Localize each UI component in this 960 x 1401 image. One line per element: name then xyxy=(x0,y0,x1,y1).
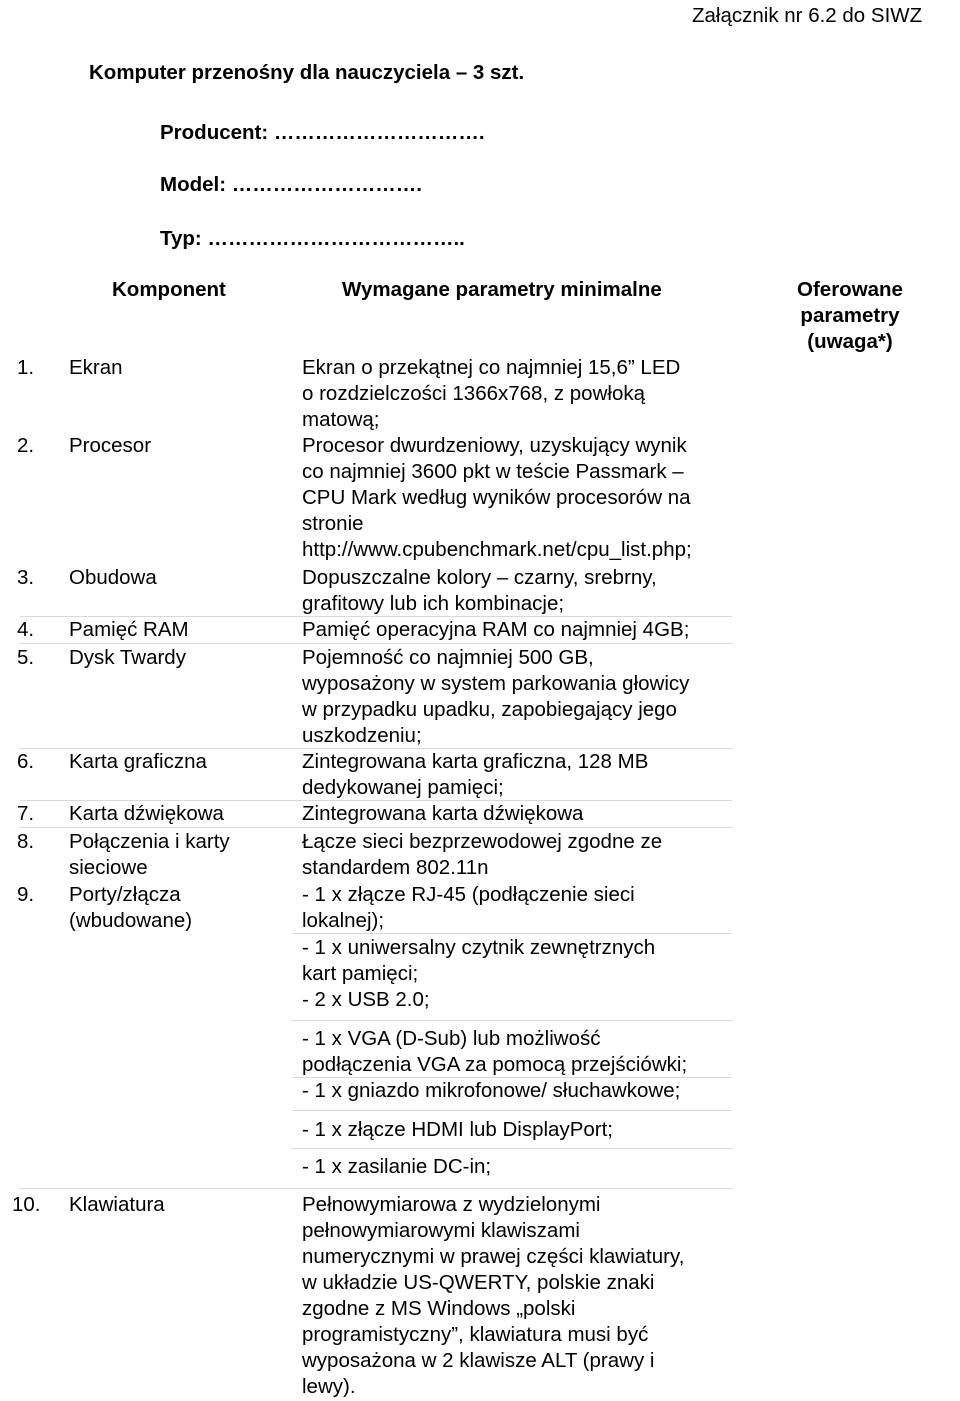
port-item xyxy=(302,1154,491,1180)
requirement-line: o rozdzielczości 1366x768, z powłoką xyxy=(302,382,645,405)
model-field xyxy=(160,172,422,198)
component-line: Procesor xyxy=(69,434,152,457)
port-line: - 1 x gniazdo mikrofonowe/ słuchawkowe; xyxy=(302,1079,681,1102)
header-offered xyxy=(790,277,910,355)
row-component xyxy=(69,355,123,381)
row-requirement xyxy=(302,1192,684,1400)
row-requirement xyxy=(302,617,689,643)
sub-divider xyxy=(292,1020,732,1021)
requirement-line: dedykowanej pamięci; xyxy=(302,776,504,799)
requirement-line: Dopuszczalne kolory – czarny, srebrny, xyxy=(302,566,657,589)
requirement-line: zgodne z MS Windows „polski xyxy=(302,1297,576,1320)
port-line: lokalnej); xyxy=(302,909,385,932)
requirement-line: Zintegrowana karta graficzna, 128 MB xyxy=(302,750,649,773)
row-component xyxy=(69,801,224,827)
port-item xyxy=(302,882,635,934)
row-component xyxy=(69,882,192,934)
requirement-line: w układzie US-QWERTY, polskie znaki xyxy=(302,1271,655,1294)
requirement-line: Zintegrowana karta dźwiękowa xyxy=(302,802,584,825)
row-number: 7. xyxy=(17,802,35,825)
port-item xyxy=(302,1117,613,1143)
requirement-line: uszkodzeniu; xyxy=(302,724,422,747)
annex-label: Załącznik nr 6.2 do SIWZ xyxy=(692,4,923,27)
component-line: Karta graficzna xyxy=(69,750,207,773)
model-label: Model: xyxy=(160,173,227,196)
row-divider xyxy=(20,827,732,828)
row-requirement xyxy=(302,801,583,827)
row-number: 5. xyxy=(17,646,35,669)
requirement-line: programistyczny”, klawiatura musi być xyxy=(302,1323,649,1346)
row-number: 3. xyxy=(17,566,35,589)
requirement-line: Ekran o przekątnej co najmniej 15,6” LED xyxy=(302,356,681,379)
document-title: Komputer przenośny dla nauczyciela – 3 szt. xyxy=(89,61,525,84)
requirement-line: w przypadku upadku, zapobiegający jego xyxy=(302,698,677,721)
component-line: sieciowe xyxy=(69,856,148,879)
port-item xyxy=(302,935,655,1013)
component-line: Obudowa xyxy=(69,566,157,589)
row-component xyxy=(69,749,207,775)
component-line: Połączenia i karty xyxy=(69,830,230,853)
row-number: 10. xyxy=(12,1193,41,1216)
requirement-line: co najmniej 3600 pkt w teście Passmark – xyxy=(302,460,684,483)
requirement-line: pełnowymiarowymi klawiszami xyxy=(302,1219,580,1242)
port-line: - 1 x złącze HDMI lub DisplayPort; xyxy=(302,1118,614,1141)
row-number: 9. xyxy=(17,883,35,906)
requirement-line: http://www.cpubenchmark.net/cpu_list.php; xyxy=(302,538,692,561)
row-component xyxy=(69,645,186,671)
component-line: (wbudowane) xyxy=(69,909,193,932)
row-divider xyxy=(20,643,732,644)
component-line: Porty/złącza xyxy=(69,883,181,906)
producer-value: …………………………. xyxy=(273,121,485,144)
requirement-line: standardem 802.11n xyxy=(302,856,489,879)
row-number: 2. xyxy=(17,434,35,457)
type-value: ……………………………….. xyxy=(207,227,465,250)
row-requirement xyxy=(302,829,662,881)
component-line: Dysk Twardy xyxy=(69,646,186,669)
row-component xyxy=(69,433,151,459)
sub-divider xyxy=(292,1110,732,1111)
component-line: Karta dźwiękowa xyxy=(69,802,224,825)
port-line: - 2 x USB 2.0; xyxy=(302,988,430,1011)
requirement-line: stronie xyxy=(302,512,364,535)
requirement-line: Łącze sieci bezprzewodowej zgodne ze xyxy=(302,830,663,853)
producer-label: Producent: xyxy=(160,121,269,144)
row-number: 4. xyxy=(17,618,35,641)
producer-field xyxy=(160,120,485,146)
port-line: - 1 x uniwersalny czytnik zewnętrznych xyxy=(302,936,656,959)
sub-divider xyxy=(292,933,732,934)
row-requirement xyxy=(302,749,648,801)
row-component xyxy=(69,617,189,643)
header-component: Komponent xyxy=(112,278,226,301)
row-number: 1. xyxy=(17,356,35,379)
row-component xyxy=(69,565,157,591)
requirement-line: Pamięć operacyjna RAM co najmniej 4GB; xyxy=(302,618,690,641)
component-line: Klawiatura xyxy=(69,1193,165,1216)
header-required: Wymagane parametry minimalne xyxy=(342,278,662,301)
requirement-line: wyposażona w 2 klawisze ALT (prawy i xyxy=(302,1349,655,1372)
row-requirement xyxy=(302,355,680,433)
row-requirement xyxy=(302,645,689,749)
port-line: podłączenia VGA za pomocą przejściówki; xyxy=(302,1053,688,1076)
header-offered-line: parametry xyxy=(800,304,900,327)
row-number: 6. xyxy=(17,750,35,773)
row-component xyxy=(69,829,230,881)
port-line: - 1 x VGA (D-Sub) lub możliwość xyxy=(302,1027,601,1050)
row-divider xyxy=(20,1188,732,1189)
row-requirement xyxy=(302,565,657,617)
requirement-line: Pełnowymiarowa z wydzielonymi xyxy=(302,1193,601,1216)
row-component xyxy=(69,1192,165,1218)
row-requirement xyxy=(302,433,692,563)
port-item xyxy=(302,1078,680,1104)
header-offered-line: Oferowane xyxy=(797,278,903,301)
header-offered-line: (uwaga*) xyxy=(807,330,893,353)
component-line: Ekran xyxy=(69,356,123,379)
requirement-line: numerycznymi w prawej części klawiatury, xyxy=(302,1245,685,1268)
requirement-line: matową; xyxy=(302,408,380,431)
requirement-line: wyposażony w system parkowania głowicy xyxy=(302,672,690,695)
component-line: Pamięć RAM xyxy=(69,618,189,641)
requirement-line: grafitowy lub ich kombinacje; xyxy=(302,592,565,615)
requirement-line: Procesor dwurdzeniowy, uzyskujący wynik xyxy=(302,434,687,457)
requirement-line: lewy). xyxy=(302,1375,356,1398)
type-field xyxy=(160,226,465,252)
port-line: kart pamięci; xyxy=(302,962,419,985)
row-number: 8. xyxy=(17,830,35,853)
sub-divider xyxy=(292,1148,732,1149)
port-line: - 1 x zasilanie DC-in; xyxy=(302,1155,492,1178)
type-label: Typ: xyxy=(160,227,202,250)
requirement-line: CPU Mark według wyników procesorów na xyxy=(302,486,691,509)
model-value: ………………………. xyxy=(231,173,422,196)
requirement-line: Pojemność co najmniej 500 GB, xyxy=(302,646,594,669)
port-line: - 1 x złącze RJ-45 (podłączenie sieci xyxy=(302,883,635,906)
port-item xyxy=(302,1026,687,1078)
